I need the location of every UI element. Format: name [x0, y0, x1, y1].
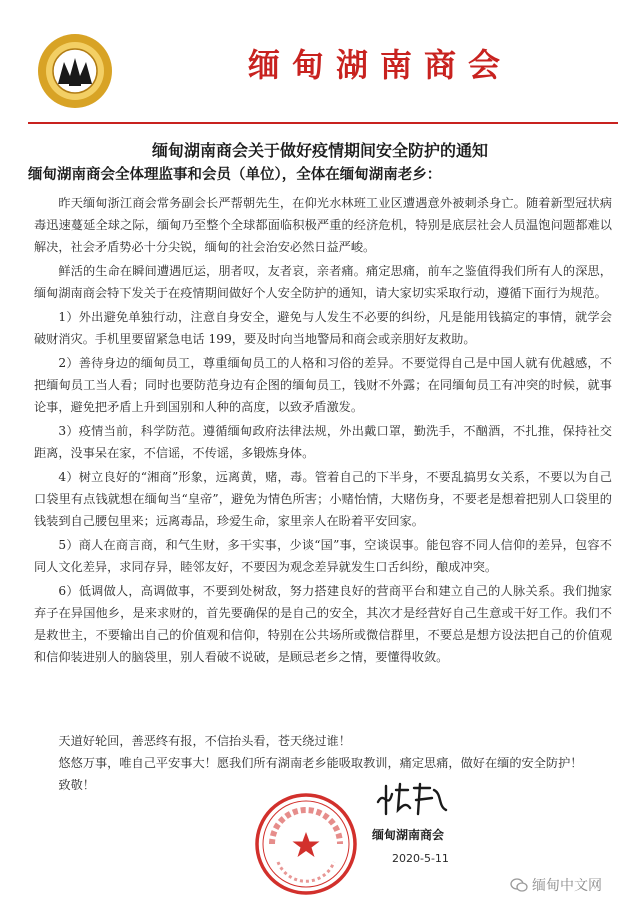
notice-salutation: 缅甸湖南商会全体理监事和会员（单位），全体在缅甸湖南老乡： [28, 167, 442, 183]
paragraph-rule-4: 4）树立良好的“湘商”形象，远离黄，赌，毒。管着自己的下半身，不要乱搞男女关系，不要以为自己口袋里有点钱就想在缅甸当“皇帝”，避免为情色所害；小赌怡情，大赌伤身，不要老是想着把别人口袋里的钱装到自己腰包里来；远离毒品，珍爱生命，家里亲人在盼着平安回家。 [34, 470, 612, 528]
paragraph-intro: 昨天缅甸浙江商会常务副会长严帮朝先生，在仰光水林班工业区遭遇意外被刺杀身亡。随着新型冠状病毒迅速蔓延全球之际，缅甸乃至整个全球都面临积极严重的经济危机，特别是底层社会人员温饱问题都难以解决，社会矛盾势必十分尖锐，缅甸的社会治安必然日益严峻。 [34, 196, 612, 254]
paragraph-purpose: 鲜活的生命在瞬间遭遇厄运，朋者叹，友者哀，亲者痛。痛定思痛，前车之鉴值得我们所有人的深思，缅甸湖南商会特下发关于在疫情期间做好个人安全防护的通知，请大家切实采取行动，遵循下面行为规范。 [34, 264, 612, 300]
watermark-text: 缅甸中文网 [532, 878, 602, 894]
closing-line-1: 天道好轮回，善恶终有报，不信抬头看，苍天绕过谁！ [58, 734, 351, 748]
wechat-icon [510, 877, 528, 893]
header-divider [28, 122, 618, 124]
official-seal [254, 792, 358, 896]
notice-body [34, 192, 612, 670]
handwritten-signature [372, 780, 452, 820]
paragraph-rule-6: 6）低调做人，高调做事，不要到处树敌，努力搭建良好的营商平台和建立自己的人脉关系。我们抛家弃子在异国他乡，是来求财的，首先要确保的是自己的安全，其次才是经营好自己生意或干好工作。我们不是救世主，不要输出自己的价值观和信仰，特别在公共场所或微信群里，不要总是想方设法把自己的价值观和信仰装进别人的脑袋里，别人看破不说破，是顾忌老乡之情，要懂得收敛。 [34, 584, 612, 664]
org-name-heading: 缅甸湖南商会 [247, 46, 512, 84]
paragraph-rule-2: 2）善待身边的缅甸员工，尊重缅甸员工的人格和习俗的差异。不要觉得自己是中国人就有优越感，不把缅甸员工当人看；同时也要防范身边有企图的缅甸员工，钱财不外露；在同缅甸员工有冲突的时候，就事论事，避免把矛盾上升到国别和人种的高度，以致矛盾激发。 [34, 356, 612, 414]
closing-block [34, 730, 612, 796]
paragraph-rule-3: 3）疫情当前，科学防范。遵循缅甸政府法律法规，外出戴口罩，勤洗手，不酗酒，不扎推，保持社交距离，没事呆在家，不信谣，不传谣，多锻炼身体。 [34, 424, 612, 460]
notice-title: 缅甸湖南商会关于做好疫情期间安全防护的通知 [151, 141, 488, 160]
signing-date: 2020-5-11 [392, 852, 449, 865]
paragraph-rule-5: 5）商人在商言商，和气生财，多干实事，少谈“国”事，空谈误事。能包容不同人信仰的差异，包容不同人文化差异，求同存异，睦邻友好，不要因为观念差异就发生口舌纠纷，酿成冲突。 [34, 538, 612, 574]
chamber-logo [36, 32, 114, 110]
closing-salute: 致敬！ [58, 778, 95, 792]
closing-line-2: 悠悠万事，唯自己平安事大！愿我们所有湖南老乡能吸取教训，痛定思痛，做好在缅的安全防护！ [58, 756, 583, 770]
watermark [510, 874, 602, 896]
signing-organization: 缅甸湖南商会 [372, 828, 445, 842]
paragraph-rule-1: 1）外出避免单独行动，注意自身安全，避免与人发生不必要的纠纷，凡是能用钱搞定的事情，就学会破财消灾。手机里要留紧急电话 199，要及时向当地警局和商会或亲朋好友救助。 [34, 310, 612, 346]
